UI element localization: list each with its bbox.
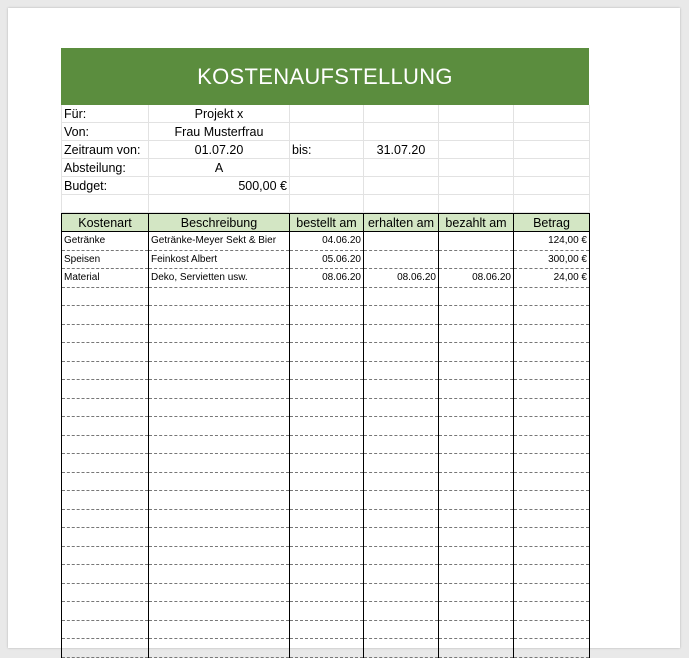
cell-bestellt-am[interactable] bbox=[290, 509, 364, 528]
cell-bezahlt-am[interactable] bbox=[439, 343, 514, 362]
cell-bezahlt-am[interactable] bbox=[439, 546, 514, 565]
empty-table-row bbox=[62, 343, 590, 362]
zeitraum-value[interactable]: 01.07.20 bbox=[149, 141, 290, 159]
cell-erhalten-am[interactable] bbox=[364, 250, 439, 269]
fuer-value[interactable]: Projekt x bbox=[149, 105, 290, 123]
cell-erhalten-am[interactable]: 08.06.20 bbox=[364, 269, 439, 288]
cell-betrag[interactable] bbox=[514, 472, 590, 491]
cell-beschreibung[interactable]: Feinkost Albert bbox=[149, 250, 290, 269]
header-betrag: Betrag bbox=[514, 214, 590, 232]
cell-bezahlt-am[interactable] bbox=[439, 380, 514, 399]
cell-betrag[interactable] bbox=[514, 454, 590, 473]
empty-table-row bbox=[62, 380, 590, 399]
empty-table-row bbox=[62, 583, 590, 602]
cell-beschreibung[interactable] bbox=[149, 639, 290, 658]
cell-bestellt-am[interactable] bbox=[290, 491, 364, 510]
cell-bezahlt-am[interactable] bbox=[439, 491, 514, 510]
empty-table-row bbox=[62, 528, 590, 547]
empty-table-row bbox=[62, 454, 590, 473]
page-title: KOSTENAUFSTELLUNG bbox=[61, 48, 589, 105]
empty-table-row bbox=[62, 306, 590, 325]
cell-betrag[interactable]: 300,00 € bbox=[514, 250, 590, 269]
cell-betrag[interactable] bbox=[514, 639, 590, 658]
empty-table-row bbox=[62, 639, 590, 658]
cell-kostenart[interactable] bbox=[62, 472, 149, 491]
cell-erhalten-am[interactable] bbox=[364, 472, 439, 491]
cell-erhalten-am[interactable] bbox=[364, 583, 439, 602]
cell-erhalten-am[interactable] bbox=[364, 546, 439, 565]
cell-betrag[interactable] bbox=[514, 417, 590, 436]
cell-kostenart[interactable] bbox=[62, 583, 149, 602]
cell-bezahlt-am[interactable] bbox=[439, 232, 514, 251]
empty-table-row bbox=[62, 361, 590, 380]
cell-kostenart[interactable] bbox=[62, 546, 149, 565]
cell-erhalten-am[interactable] bbox=[364, 491, 439, 510]
cell-bezahlt-am[interactable] bbox=[439, 620, 514, 639]
cell-erhalten-am[interactable] bbox=[364, 528, 439, 547]
cell-kostenart[interactable] bbox=[62, 380, 149, 399]
cell-bestellt-am[interactable] bbox=[290, 417, 364, 436]
cell-bezahlt-am[interactable] bbox=[439, 306, 514, 325]
cell-kostenart[interactable] bbox=[62, 602, 149, 621]
cell-bezahlt-am[interactable] bbox=[439, 435, 514, 454]
cell-bezahlt-am[interactable]: 08.06.20 bbox=[439, 269, 514, 288]
empty-table-row bbox=[62, 398, 590, 417]
cell-betrag[interactable] bbox=[514, 380, 590, 399]
info-row-budget bbox=[62, 177, 590, 195]
cell-kostenart[interactable] bbox=[62, 565, 149, 584]
cell-bezahlt-am[interactable] bbox=[439, 639, 514, 658]
cell-erhalten-am[interactable] bbox=[364, 324, 439, 343]
cell-betrag[interactable] bbox=[514, 435, 590, 454]
cell-bezahlt-am[interactable] bbox=[439, 454, 514, 473]
cell-kostenart[interactable] bbox=[62, 306, 149, 325]
cell-betrag[interactable] bbox=[514, 528, 590, 547]
cell-betrag[interactable] bbox=[514, 620, 590, 639]
cell-beschreibung[interactable] bbox=[149, 454, 290, 473]
cell-bezahlt-am[interactable] bbox=[439, 528, 514, 547]
cell-betrag[interactable] bbox=[514, 491, 590, 510]
abteilung-value[interactable]: A bbox=[149, 159, 290, 177]
cell-beschreibung[interactable] bbox=[149, 472, 290, 491]
cell-betrag[interactable] bbox=[514, 398, 590, 417]
cell-bestellt-am[interactable] bbox=[290, 306, 364, 325]
cell-kostenart[interactable] bbox=[62, 287, 149, 306]
header-bezahlt-am: bezahlt am bbox=[439, 214, 514, 232]
cell-beschreibung[interactable] bbox=[149, 546, 290, 565]
cell-erhalten-am[interactable] bbox=[364, 343, 439, 362]
cell-beschreibung[interactable] bbox=[149, 417, 290, 436]
cell-bezahlt-am[interactable] bbox=[439, 250, 514, 269]
info-row-zeitraum bbox=[62, 141, 590, 159]
header-beschreibung: Beschreibung bbox=[149, 214, 290, 232]
cell-bezahlt-am[interactable] bbox=[439, 509, 514, 528]
cell-beschreibung[interactable] bbox=[149, 306, 290, 325]
table-row bbox=[62, 250, 590, 269]
cell-kostenart[interactable] bbox=[62, 324, 149, 343]
cell-erhalten-am[interactable] bbox=[364, 565, 439, 584]
cell-kostenart[interactable] bbox=[62, 454, 149, 473]
cell-erhalten-am[interactable] bbox=[364, 361, 439, 380]
cell-erhalten-am[interactable] bbox=[364, 306, 439, 325]
cell-beschreibung[interactable] bbox=[149, 620, 290, 639]
cell-bestellt-am[interactable] bbox=[290, 287, 364, 306]
cost-table bbox=[61, 213, 590, 658]
cell-beschreibung[interactable] bbox=[149, 602, 290, 621]
cell-bezahlt-am[interactable] bbox=[439, 324, 514, 343]
cell-beschreibung[interactable]: Deko, Servietten usw. bbox=[149, 269, 290, 288]
table-row bbox=[62, 269, 590, 288]
cell-erhalten-am[interactable] bbox=[364, 454, 439, 473]
header-bestellt-am: bestellt am bbox=[290, 214, 364, 232]
cell-kostenart[interactable] bbox=[62, 639, 149, 658]
cell-erhalten-am[interactable] bbox=[364, 232, 439, 251]
cell-beschreibung[interactable] bbox=[149, 528, 290, 547]
cell-betrag[interactable] bbox=[514, 361, 590, 380]
empty-table-row bbox=[62, 620, 590, 639]
info-block bbox=[61, 105, 590, 213]
cell-kostenart[interactable] bbox=[62, 398, 149, 417]
table-row bbox=[62, 232, 590, 251]
cell-beschreibung[interactable] bbox=[149, 491, 290, 510]
cell-erhalten-am[interactable] bbox=[364, 287, 439, 306]
spreadsheet bbox=[61, 48, 589, 658]
cell-bestellt-am[interactable]: 08.06.20 bbox=[290, 269, 364, 288]
cell-kostenart[interactable] bbox=[62, 620, 149, 639]
cell-bestellt-am[interactable] bbox=[290, 398, 364, 417]
cell-beschreibung[interactable] bbox=[149, 324, 290, 343]
cell-erhalten-am[interactable] bbox=[364, 639, 439, 658]
cell-bestellt-am[interactable] bbox=[290, 380, 364, 399]
cell-betrag[interactable] bbox=[514, 287, 590, 306]
cell-betrag[interactable] bbox=[514, 324, 590, 343]
cell-bestellt-am[interactable] bbox=[290, 454, 364, 473]
budget-value[interactable]: 500,00 € bbox=[149, 177, 290, 195]
empty-table-row bbox=[62, 509, 590, 528]
info-row-spacer bbox=[62, 195, 590, 213]
cell-beschreibung[interactable] bbox=[149, 380, 290, 399]
abteilung-label: Absteilung: bbox=[62, 159, 149, 177]
cell-kostenart[interactable] bbox=[62, 417, 149, 436]
cell-bezahlt-am[interactable] bbox=[439, 398, 514, 417]
cell-kostenart[interactable]: Speisen bbox=[62, 250, 149, 269]
cell-beschreibung[interactable] bbox=[149, 361, 290, 380]
cell-erhalten-am[interactable] bbox=[364, 398, 439, 417]
zeitraum-label: Zeitraum von: bbox=[62, 141, 149, 159]
cell-kostenart[interactable]: Getränke bbox=[62, 232, 149, 251]
cell-beschreibung[interactable] bbox=[149, 565, 290, 584]
empty-table-row bbox=[62, 287, 590, 306]
cell-beschreibung[interactable] bbox=[149, 287, 290, 306]
cell-kostenart[interactable] bbox=[62, 435, 149, 454]
cell-bezahlt-am[interactable] bbox=[439, 361, 514, 380]
cell-erhalten-am[interactable] bbox=[364, 435, 439, 454]
cell-beschreibung[interactable] bbox=[149, 583, 290, 602]
cell-bestellt-am[interactable] bbox=[290, 565, 364, 584]
cell-bestellt-am[interactable] bbox=[290, 324, 364, 343]
empty-table-row bbox=[62, 546, 590, 565]
cell-bestellt-am[interactable] bbox=[290, 343, 364, 362]
cell-bestellt-am[interactable] bbox=[290, 583, 364, 602]
cell-erhalten-am[interactable] bbox=[364, 620, 439, 639]
header-kostenart: Kostenart bbox=[62, 214, 149, 232]
cell-beschreibung[interactable] bbox=[149, 509, 290, 528]
bis-label: bis: bbox=[290, 141, 364, 159]
cell-betrag[interactable]: 124,00 € bbox=[514, 232, 590, 251]
cell-betrag[interactable] bbox=[514, 546, 590, 565]
cell-kostenart[interactable] bbox=[62, 343, 149, 362]
cell-bestellt-am[interactable] bbox=[290, 546, 364, 565]
cell-beschreibung[interactable] bbox=[149, 435, 290, 454]
cell-bestellt-am[interactable] bbox=[290, 472, 364, 491]
info-row-von bbox=[62, 123, 590, 141]
empty-table-row bbox=[62, 565, 590, 584]
cell-betrag[interactable] bbox=[514, 565, 590, 584]
info-row-fuer bbox=[62, 105, 590, 123]
empty-table-row bbox=[62, 417, 590, 436]
cell-betrag[interactable]: 24,00 € bbox=[514, 269, 590, 288]
cell-kostenart[interactable] bbox=[62, 509, 149, 528]
cell-bestellt-am[interactable] bbox=[290, 528, 364, 547]
cell-betrag[interactable] bbox=[514, 306, 590, 325]
cell-bezahlt-am[interactable] bbox=[439, 583, 514, 602]
bis-value[interactable]: 31.07.20 bbox=[364, 141, 439, 159]
cell-bestellt-am[interactable]: 04.06.20 bbox=[290, 232, 364, 251]
cell-beschreibung[interactable] bbox=[149, 343, 290, 362]
empty-table-row bbox=[62, 602, 590, 621]
cell-kostenart[interactable]: Material bbox=[62, 269, 149, 288]
cell-bestellt-am[interactable] bbox=[290, 361, 364, 380]
empty-table-row bbox=[62, 472, 590, 491]
document-page bbox=[8, 8, 680, 648]
cell-erhalten-am[interactable] bbox=[364, 602, 439, 621]
cell-bestellt-am[interactable] bbox=[290, 602, 364, 621]
cell-betrag[interactable] bbox=[514, 583, 590, 602]
cell-bezahlt-am[interactable] bbox=[439, 472, 514, 491]
cell-kostenart[interactable] bbox=[62, 361, 149, 380]
header-erhalten-am: erhalten am bbox=[364, 214, 439, 232]
cell-erhalten-am[interactable] bbox=[364, 509, 439, 528]
von-value[interactable]: Frau Musterfrau bbox=[149, 123, 290, 141]
info-row-abteilung bbox=[62, 159, 590, 177]
cell-bestellt-am[interactable] bbox=[290, 435, 364, 454]
cell-beschreibung[interactable]: Getränke-Meyer Sekt & Bier bbox=[149, 232, 290, 251]
cell-bestellt-am[interactable]: 05.06.20 bbox=[290, 250, 364, 269]
cell-kostenart[interactable] bbox=[62, 528, 149, 547]
cell-bestellt-am[interactable] bbox=[290, 639, 364, 658]
empty-table-row bbox=[62, 324, 590, 343]
budget-label: Budget: bbox=[62, 177, 149, 195]
cell-betrag[interactable] bbox=[514, 343, 590, 362]
cell-bezahlt-am[interactable] bbox=[439, 417, 514, 436]
fuer-label: Für: bbox=[62, 105, 149, 123]
cell-bezahlt-am[interactable] bbox=[439, 602, 514, 621]
von-label: Von: bbox=[62, 123, 149, 141]
cell-bestellt-am[interactable] bbox=[290, 620, 364, 639]
empty-table-row bbox=[62, 435, 590, 454]
cell-betrag[interactable] bbox=[514, 509, 590, 528]
cost-table-header bbox=[62, 214, 590, 232]
cell-bezahlt-am[interactable] bbox=[439, 287, 514, 306]
cell-kostenart[interactable] bbox=[62, 491, 149, 510]
empty-table-row bbox=[62, 491, 590, 510]
cell-erhalten-am[interactable] bbox=[364, 380, 439, 399]
cell-bezahlt-am[interactable] bbox=[439, 565, 514, 584]
cell-beschreibung[interactable] bbox=[149, 398, 290, 417]
cell-erhalten-am[interactable] bbox=[364, 417, 439, 436]
cell-betrag[interactable] bbox=[514, 602, 590, 621]
